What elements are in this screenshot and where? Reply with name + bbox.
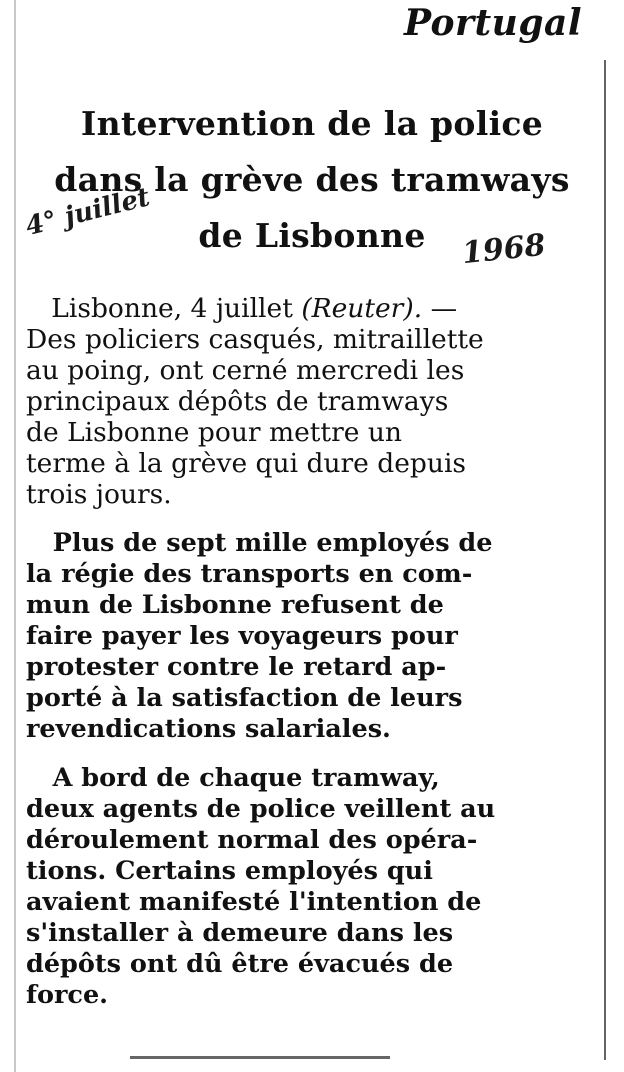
text-line-content: A bord de chaque tramway, bbox=[52, 763, 440, 793]
text-line: dépôts ont dû être évacués de bbox=[26, 949, 454, 979]
text-line: s'installer à demeure dans les bbox=[26, 918, 454, 948]
left-column-rule bbox=[14, 0, 16, 1072]
text-line bbox=[26, 528, 576, 559]
handwritten-year-note: 1968 bbox=[460, 227, 548, 272]
headline-line-1: Intervention de la police bbox=[80, 104, 544, 143]
section-label: Portugal bbox=[403, 2, 582, 44]
text-line: avaient manifesté l'intention de bbox=[26, 887, 482, 917]
text-line: la régie des transports en com- bbox=[26, 559, 473, 589]
text-line: principaux dépôts de tramways bbox=[26, 386, 449, 417]
paragraph-3 bbox=[26, 763, 576, 1011]
dateline-place: Lisbonne, 4 juillet bbox=[51, 293, 293, 324]
text-line: de Lisbonne pour mettre un bbox=[26, 417, 402, 448]
article-body bbox=[26, 293, 576, 1029]
text-line: deux agents de police veillent au bbox=[26, 794, 496, 824]
text-line: tions. Certains employés qui bbox=[26, 856, 433, 886]
paragraph-1 bbox=[26, 293, 576, 510]
text-line: revendications salariales. bbox=[26, 714, 391, 744]
right-column-rule bbox=[604, 60, 606, 1060]
paragraph-2 bbox=[26, 528, 576, 745]
text-line: au poing, ont cerné mercredi les bbox=[26, 355, 465, 386]
text-line: terme à la grève qui dure depuis bbox=[26, 448, 467, 479]
headline-line-3: de Lisbonne bbox=[198, 216, 426, 255]
text-line: porté à la satisfaction de leurs bbox=[26, 683, 463, 713]
text-line bbox=[26, 763, 576, 794]
text-line: protester contre le retard ap- bbox=[26, 652, 447, 682]
dateline-source: (Reuter). bbox=[301, 293, 423, 324]
text-line: force. bbox=[26, 980, 109, 1010]
bottom-rule bbox=[130, 1056, 390, 1059]
headline-line-2: dans la grève des tramways bbox=[54, 160, 570, 199]
dateline bbox=[26, 293, 576, 324]
text-line-content: Plus de sept mille employés de bbox=[52, 528, 493, 558]
text-line: faire payer les voyageurs pour bbox=[26, 621, 458, 651]
text-line: trois jours. bbox=[26, 479, 172, 510]
text-line: Des policiers casqués, mitraillette bbox=[26, 324, 484, 355]
handwritten-date-note: 4° juillet bbox=[22, 182, 153, 242]
text-line: mun de Lisbonne refusent de bbox=[26, 590, 444, 620]
dateline-dash: — bbox=[430, 293, 458, 324]
text-line: déroulement normal des opéra- bbox=[26, 825, 478, 855]
